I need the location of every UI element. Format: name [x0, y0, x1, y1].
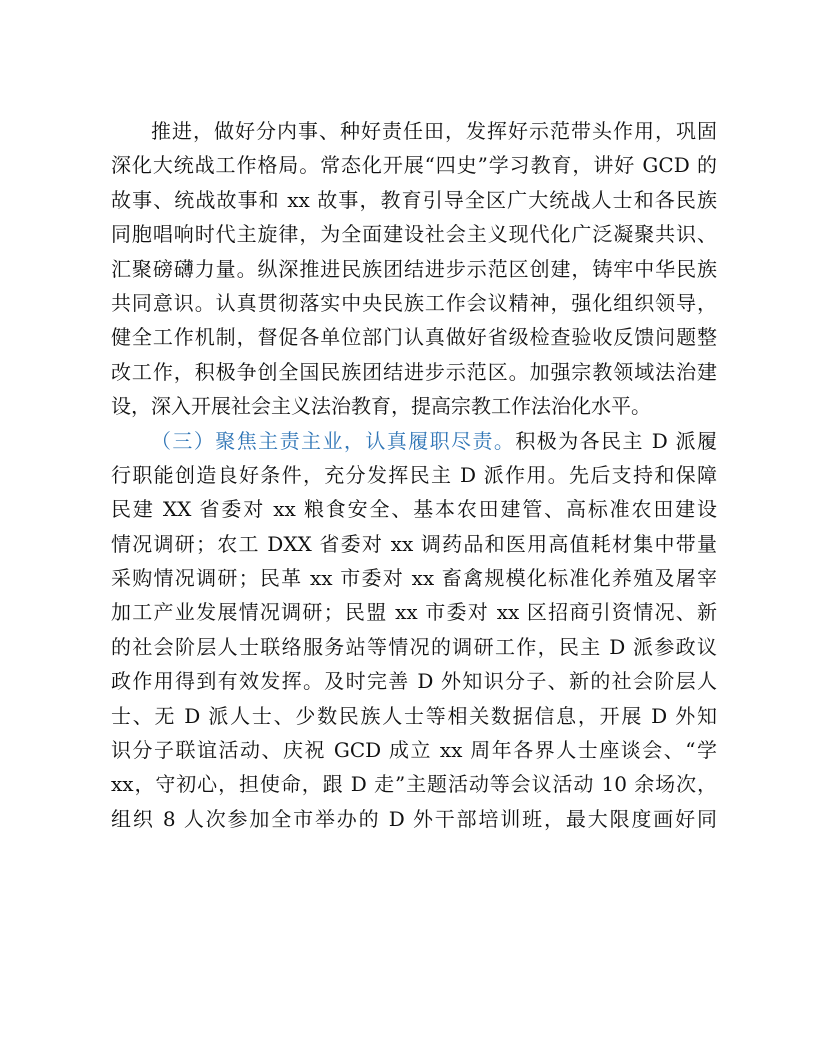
paragraph-line: 采购情况调研；民革 xx 市委对 xx 畜禽规模化标准化养殖及屠宰	[111, 566, 717, 591]
section-heading: （三）聚焦主责主业，认真履职尽责。	[151, 428, 516, 453]
paragraph-line: 加工产业发展情况调研；民盟 xx 市委对 xx 区招商引资情况、新	[111, 600, 717, 625]
paragraph-line: 的社会阶层人士联络服务站等情况的调研工作，民主 D 派参政议	[111, 634, 717, 659]
paragraph-line: 设，深入开展社会主义法治教育，提高宗教工作法治化水平。	[111, 394, 651, 419]
paragraph-line: 行职能创造良好条件，充分发挥民主 D 派作用。先后支持和保障	[111, 462, 717, 487]
paragraph-line: 同胞唱响时代主旋律，为全面建设社会主义现代化广泛凝聚共识、	[111, 222, 717, 247]
paragraph-line: 共同意识。认真贯彻落实中央民族工作会议精神，强化组织领导，	[111, 290, 717, 315]
paragraph-line: 士、无 D 派人士、少数民族人士等相关数据信息，开展 D 外知	[111, 703, 717, 728]
paragraph-line: 改工作，积极争创全国民族团结进步示范区。加强宗教领域法治建	[111, 359, 717, 384]
paragraph-line: 政作用得到有效发挥。及时完善 D 外知识分子、新的社会阶层人	[111, 669, 717, 694]
paragraph-line: 推进，做好分内事、种好责任田，发挥好示范带头作用，巩固	[151, 119, 717, 143]
section-heading-line	[111, 424, 717, 458]
document-body	[111, 114, 717, 836]
paragraph-line: 组织 8 人次参加全市举办的 D 外干部培训班，最大限度画好同	[111, 806, 717, 831]
paragraph-line: 民建 XX 省委对 xx 粮食安全、基本农田建管、高标准农田建设	[111, 497, 717, 522]
paragraph-line: xx，守初心，担使命，跟 D 走”主题活动等会议活动 10 余场次，	[111, 772, 717, 797]
paragraph-line: 识分子联谊活动、庆祝 GCD 成立 xx 周年各界人士座谈会、“学	[111, 738, 717, 763]
paragraph-line: 情况调研；农工 DXX 省委对 xx 调药品和医用高值耗材集中带量	[111, 531, 717, 556]
paragraph-line: 汇聚磅礴力量。纵深推进民族团结进步示范区创建，铸牢中华民族	[111, 256, 717, 281]
paragraph-line: 故事、统战故事和 xx 故事，教育引导全区广大统战人士和各民族	[111, 187, 717, 212]
paragraph-line: 健全工作机制，督促各单位部门认真做好省级检查验收反馈问题整	[111, 325, 717, 350]
paragraph-line: 深化大统战工作格局。常态化开展“四史”学习教育，讲好 GCD 的	[111, 153, 717, 178]
paragraph-text: 积极为各民主 D 派履	[515, 428, 718, 453]
